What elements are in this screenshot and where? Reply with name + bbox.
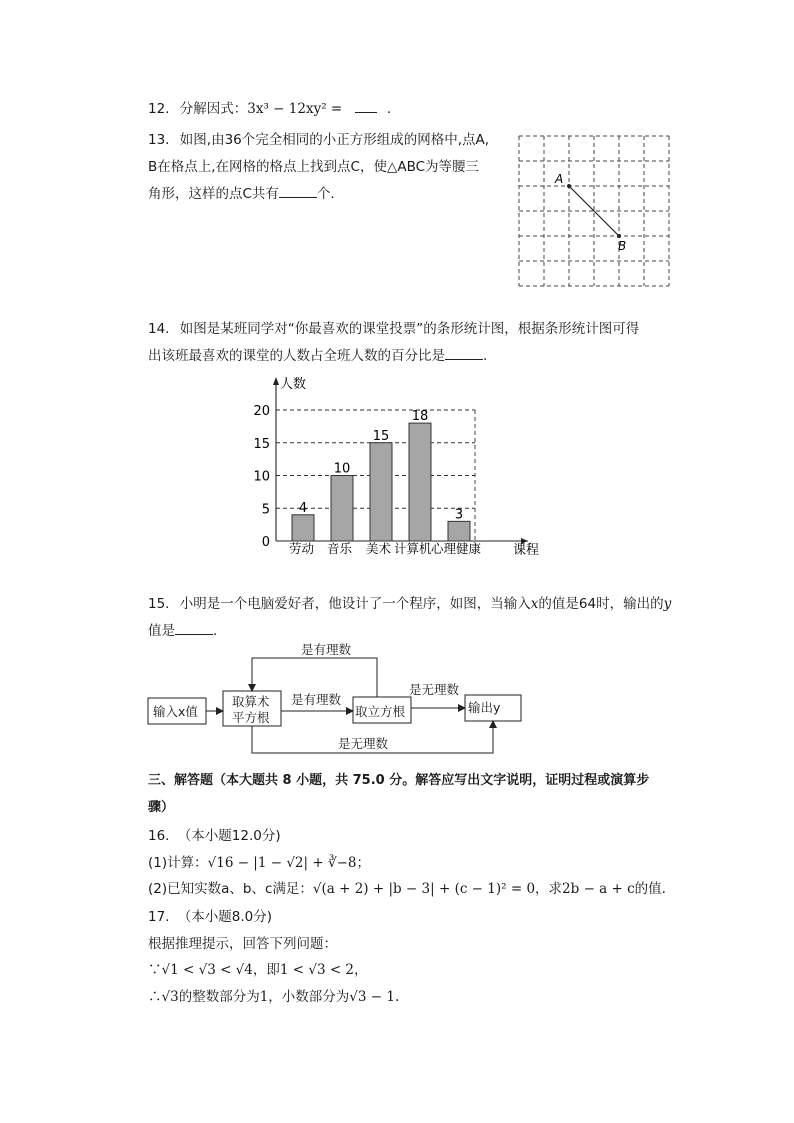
q13-number: 13. [148,132,170,148]
q14-line-2 [148,344,487,364]
y-tick-label: 0 [261,535,270,550]
q15-text-1b: 的值是64时，输出的 [538,596,664,612]
q15-line-1 [148,592,671,612]
flow-right-label: 是无理数 [409,682,460,697]
q14-text-2-end: . [483,348,488,364]
q16-part-2-label: (2)已知实数a、b、c满足： [148,881,313,897]
q17-score: （本小题8.0分) [177,909,273,925]
q17-because: ∵√1 < √3 < √4，即1 < √3 < 2， [148,962,368,978]
q15-flowchart [145,638,530,758]
q15-text-2-end: . [213,623,218,639]
q15-var-x: x [530,596,539,612]
flow-top-label: 是有理数 [301,642,352,657]
bar [370,443,392,541]
bar-chart [250,372,550,562]
flow-input-label: 输入x值 [153,704,198,719]
flow-sqrt-label-2: 平方根 [232,710,270,725]
category-label: 心理健康 [431,541,482,556]
q15-var-y: y [663,596,672,612]
q16-score: （本小题12.0分) [177,828,281,844]
y-axis-arrow [273,377,279,385]
bar [331,476,353,542]
q16-number: 16. [148,828,170,844]
q12-number: 12. [148,101,170,117]
flow-mid-label: 是有理数 [291,692,342,707]
q13-line-3 [148,182,335,202]
label-a: A [555,172,564,186]
point-b [617,234,621,238]
q14-text-2: 出该班最喜欢的课堂的人数占全班人数的百分比是 [148,348,445,364]
y-tick-label: 10 [253,469,270,485]
q15-answer-blank [175,620,213,635]
bar [409,423,431,541]
q16-part-1-expression: √16 − |1 − √2| + ∛−8； [207,855,370,871]
point-a [567,184,571,188]
bar [292,515,314,541]
q12 [148,97,391,117]
q13-text-3-end: 个. [316,186,335,202]
bar [448,521,470,541]
q17-number: 17. [148,909,170,925]
category-label: 音乐 [327,541,353,556]
section-3-heading-line-1: 三、解答题（本大题共 8 小题，共 75.0 分。解答应写出文字说明，证明过程或演算步 [148,773,650,788]
q14-answer-blank [445,345,483,360]
y-tick-label: 20 [253,404,270,419]
q17-header [148,905,272,925]
bar-value-label: 4 [298,500,308,516]
x-axis-label: 课程 [513,543,540,558]
q16-part-2-expression: √(a + 2) + |b − 3| + (c − 1)² = 0，求2b − a + c的值. [312,881,666,897]
q16-header [148,824,281,844]
q12-prompt: 分解因式： [179,101,248,117]
q13-line-1 [148,128,489,148]
q12-expression: 3x³ − 12xy² = [247,101,343,117]
category-label: 劳动 [289,541,315,556]
q12-end: . [386,101,392,117]
y-axis-label: 人数 [280,377,307,392]
bar-value-label: 10 [333,461,351,477]
flow-cbrt-label: 取立方根 [355,704,406,719]
category-label: 美术 [366,541,392,556]
q13-line-2: B在格点上,在网格的格点上找到点C，使△ABC为等腰三 [148,159,480,175]
bar-value-label: 18 [411,409,429,425]
section-3-heading-line-2: 骤） [148,800,175,815]
flow-bottom-label: 是无理数 [338,736,389,751]
q16-part-2 [148,877,666,897]
q16-part-1 [148,851,370,871]
flow-sqrt-label-1: 取算术 [232,694,270,709]
q13-grid-figure [515,132,677,294]
q17-therefore: ∴√3的整数部分为1，小数部分为√3 − 1. [148,989,400,1005]
q13-text-3: 角形，这样的点C共有 [148,186,279,202]
q12-answer-blank [355,98,377,113]
y-tick-label: 5 [261,502,270,518]
bar-value-label: 15 [372,428,390,444]
q15-number: 15. [148,596,170,612]
category-label: 计算机 [394,541,432,556]
y-tick-label: 15 [253,436,270,452]
q14-text-1: 如图是某班同学对“你最喜欢的课堂投票”的条形统计图，根据条形统计图可得 [179,321,640,337]
label-b: B [618,239,627,253]
q17-intro: 根据推理提示，回答下列问题： [148,936,337,952]
q15-text-1a: 小明是一个电脑爱好者，他设计了一个程序，如图，当输入 [179,596,531,612]
q13-text-1: 如图,由36个完全相同的小正方形组成的网格中,点A, [179,132,490,148]
flow-output-label: 输出y [468,700,501,715]
q16-part-1-label: (1)计算： [148,855,208,871]
q15-text-2: 值是 [148,623,175,639]
q14-line-1 [148,317,639,337]
bar-value-label: 3 [454,507,464,523]
q14-number: 14. [148,321,170,337]
q13-answer-blank [279,183,317,198]
q15-line-2 [148,619,217,639]
